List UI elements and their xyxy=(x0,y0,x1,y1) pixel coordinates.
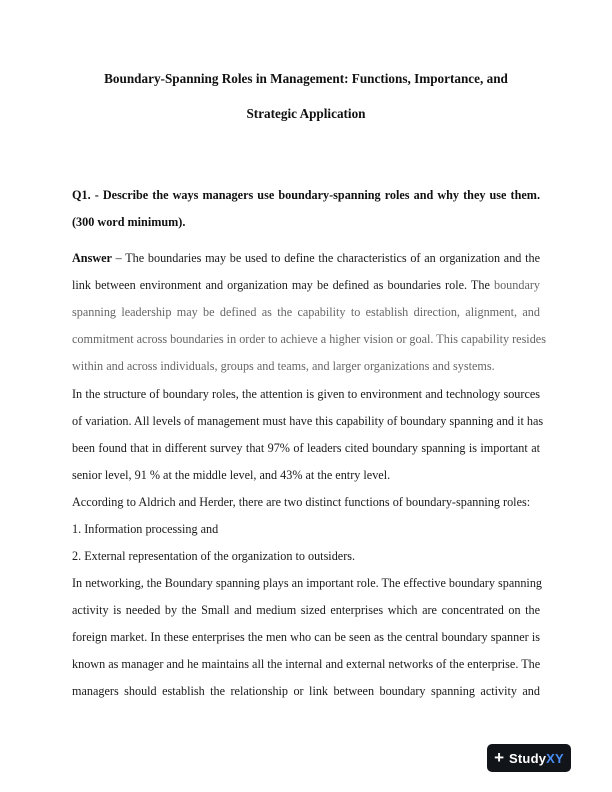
answer-line-3: spanning leadership may be defined as the capability to establish direction, alignment, and xyxy=(72,305,540,319)
paragraph-6-line-1: In networking, the Boundary spanning plays an important role. The effective boundary spanning xyxy=(72,576,543,590)
paragraph-6-line-3: foreign market. In these enterprises the men who can be seen as the central boundary spanner is xyxy=(72,630,540,644)
document-title-line-2: Strategic Application xyxy=(246,106,366,121)
paragraph-6-line-4: known as manager and he maintains all the internal and external networks of the enterprise. The xyxy=(72,657,541,671)
paragraph-2-line-2: of variation. All levels of management must have this capability of boundary spanning and it has xyxy=(72,414,544,428)
answer-line-5: within and across individuals, groups and teams, and larger organizations and systems. xyxy=(72,359,495,373)
answer-label: Answer xyxy=(72,251,112,265)
answer-line-1 xyxy=(72,245,540,272)
paragraph-6-line-5: managers should establish the relationship or link between boundary spanning activity and xyxy=(72,684,540,698)
answer-line-2 xyxy=(72,272,540,299)
list-item-1 xyxy=(72,516,540,543)
paragraph-6-line-2: activity is needed by the Small and medium sized enterprises which are concentrated on the xyxy=(72,603,540,617)
answer-line-2-text: link between environment and organization may be defined as boundaries role. The xyxy=(72,278,494,292)
studyxy-logo xyxy=(487,744,571,772)
answer-line-4: commitment across boundaries in order to achieve a higher vision or goal. This capability resides xyxy=(72,332,546,346)
answer-line-1-text: – The boundaries may be used to define the characteristics of an organization and the xyxy=(111,251,540,265)
question-heading xyxy=(72,182,540,236)
paragraph-2-line-1: In the structure of boundary roles, the attention is given to environment and technology sources xyxy=(72,387,540,401)
answer-paragraph-2 xyxy=(72,381,544,489)
plus-icon: + xyxy=(494,747,505,767)
question-line-1: Q1. - Describe the ways managers use boundary-spanning roles and why they use them. xyxy=(72,188,540,202)
logo-text xyxy=(509,752,564,765)
logo-text-study: Study xyxy=(509,750,547,766)
answer-paragraph-6 xyxy=(72,570,543,705)
paragraph-2-line-4: senior level, 91 % at the middle level, and 43% at the entry level. xyxy=(72,468,391,482)
question-line-2: (300 word minimum). xyxy=(72,215,186,229)
list-item-1-text: 1. Information processing and xyxy=(72,522,219,536)
paragraph-3-line-1: According to Aldrich and Herder, there are two distinct functions of boundary-spanning roles: xyxy=(72,495,531,509)
list-item-2 xyxy=(72,543,540,570)
paragraph-2-line-3: been found that in different survey that 97% of leaders cited boundary spanning is important at xyxy=(72,441,540,455)
logo-text-xy: XY xyxy=(546,750,564,766)
document-title-line-1: Boundary-Spanning Roles in Management: Functions, Importance, and xyxy=(104,71,508,86)
answer-paragraph-1 xyxy=(72,245,546,380)
answer-paragraph-3 xyxy=(72,489,540,516)
list-item-2-text: 2. External representation of the organization to outsiders. xyxy=(72,549,356,563)
answer-line-2-quoted: boundary xyxy=(493,278,540,292)
